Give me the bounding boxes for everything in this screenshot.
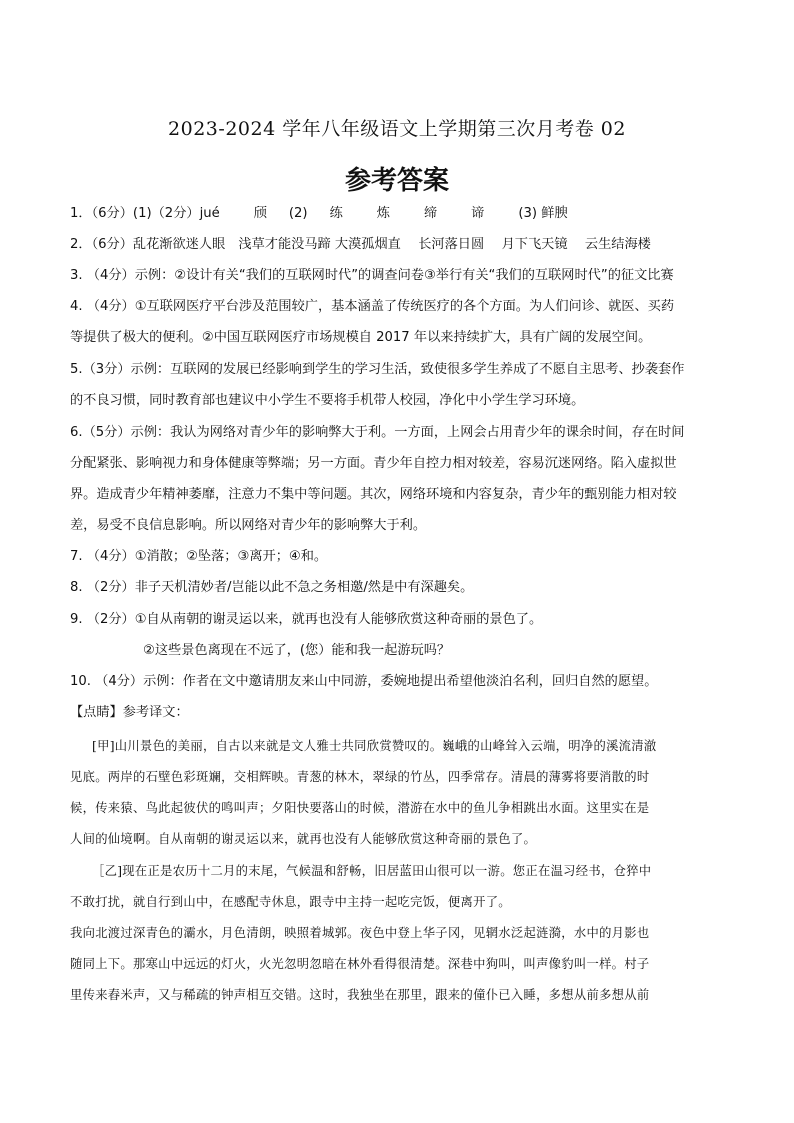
answer-q1-item: 谛 [471,206,485,221]
answer-q5-line: 5.（3分）示例：互联网的发展已经影响到学生的学习生活，致使很多学生养成了不愿自主思考、抄袭套作 [70,362,685,377]
page-title: 2023-2024 学年八年级语文上学期第三次月考卷 02 [168,118,626,140]
answer-q9-line: 9. （2分）①自从南朝的谢灵运以来，就再也没有人能够欣赏这种奇丽的景色了。 [70,612,543,627]
answer-q6-line: 差，易受不良信息影响。所以网络对青少年的影响弊大于利。 [70,518,427,533]
answer-q6-line: 界。造成青少年精神萎靡，注意力不集中等问题。其次，网络环境和内容复杂，青少年的甄别能力相对较 [70,487,677,502]
translation-jia-line: 见底。两岸的石壁色彩斑斓，交相辉映。青葱的林木，翠绿的竹丛，四季常存。清晨的薄雾将要消散的时 [70,770,650,784]
commentary-heading: 【点睛】参考译文： [70,705,189,720]
answer-q4-line: 等提供了极大的便利。②中国互联网医疗市场规模自 2017 年以来持续扩大，具有广阔的发展空间。 [70,330,652,345]
translation-jia-line: 候，传来猿、鸟此起彼伏的鸣叫声；夕阳快要落山的时候，潜游在水中的鱼儿争相跳出水面。这里实在是 [70,801,650,815]
answer-q3: 3. （4分）示例：②设计有关“我们的互联网时代”的调查问卷③举行有关“我们的互联网时代”的征文比赛 [70,268,674,283]
answer-q6-line: 分配紧张、影响视力和身体健康等弊端；另一方面。青少年自控力相对较差，容易沉迷网络。陷入虚拟世 [70,456,677,471]
answer-q1-item: (2) [288,206,308,221]
translation-yi-line: ［乙]现在正是农历十二月的末尾，气候温和舒畅，旧居蓝田山很可以一游。您正在温习经书，仓猝中 [92,864,652,878]
answer-q2: 2．（6分）乱花渐欲迷人眼 浅草才能没马蹄 大漠孤烟直 长河落日圆 月下飞天镜 云生结海楼 [70,237,651,252]
answer-q1-prefix: 1．（6分）(1)（2分）jué [70,206,220,221]
answer-q7: 7. （4分）①消散；②坠落；③离开；④和。 [70,549,328,564]
answer-q9-line: ②这些景色离现在不远了，(您）能和我一起游玩吗？ [143,643,451,658]
answer-q4-line: 4. （4分）①互联网医疗平台涉及范围较广，基本涵盖了传统医疗的各个方面。为人们问诊、就医、买药 [70,299,675,314]
answer-q6-line: 6.（5分）示例：我认为网络对青少年的影响弊大于利。一方面，上网会占用青少年的课余时间，存在时间 [70,425,685,440]
answer-q1-item: 炼 [376,206,390,221]
translation-yi-line: 不敢打扰，就自行到山中，在感配寺休息，跟寺中主持一起吃完饭，便离开了。 [70,895,511,909]
answer-q1-item: (3) 鲜腴 [518,206,568,221]
answer-q10: 10. （4分）示例：作者在文中邀请朋友来山中同游，委婉地提出希望他淡泊名利，回归自然的愿望。 [70,674,658,689]
translation-jia-line: 人间的仙境啊。自从南朝的谢灵运以来，就再也没有人能够欣赏这种奇丽的景色了。 [70,832,537,846]
answer-q1 [70,205,730,223]
translation-yi-line: 我向北渡过深青色的灞水，月色清朗，映照着城郭。夜色中登上华子冈，见辋水泛起涟漪，水中的月影也 [70,926,650,940]
answer-q1-item: 缔 [423,206,438,221]
translation-yi-line: 里传来舂米声，又与稀疏的钟声相互交错。这时，我独坐在那里，跟来的僮仆已入睡，多想从前多想从前 [70,988,650,1002]
answer-q1-item: 颀 [253,206,267,221]
answer-q5-line: 的不良习惯，同时教育部也建议中小学生不要将手机带人校园，净化中小学生学习环境。 [70,393,585,408]
translation-jia-line: [甲]山川景色的美丽，自古以来就是文人雅士共同欣赏赞叹的。巍峨的山峰耸入云端，明净的溪流清澈 [92,739,657,753]
answer-q8: 8. （2分）非子天机清妙者/岂能以此不急之务相邀/然是中有深趣矣。 [70,580,474,595]
translation-yi-line: 随同上下。那寒山中远远的灯火，火光忽明忽暗在林外看得很清楚。深巷中狗叫，叫声像豹叫一样。村子 [70,957,650,971]
answer-q1-item: 练 [329,206,343,221]
page-subtitle: 参考答案 [344,166,449,196]
